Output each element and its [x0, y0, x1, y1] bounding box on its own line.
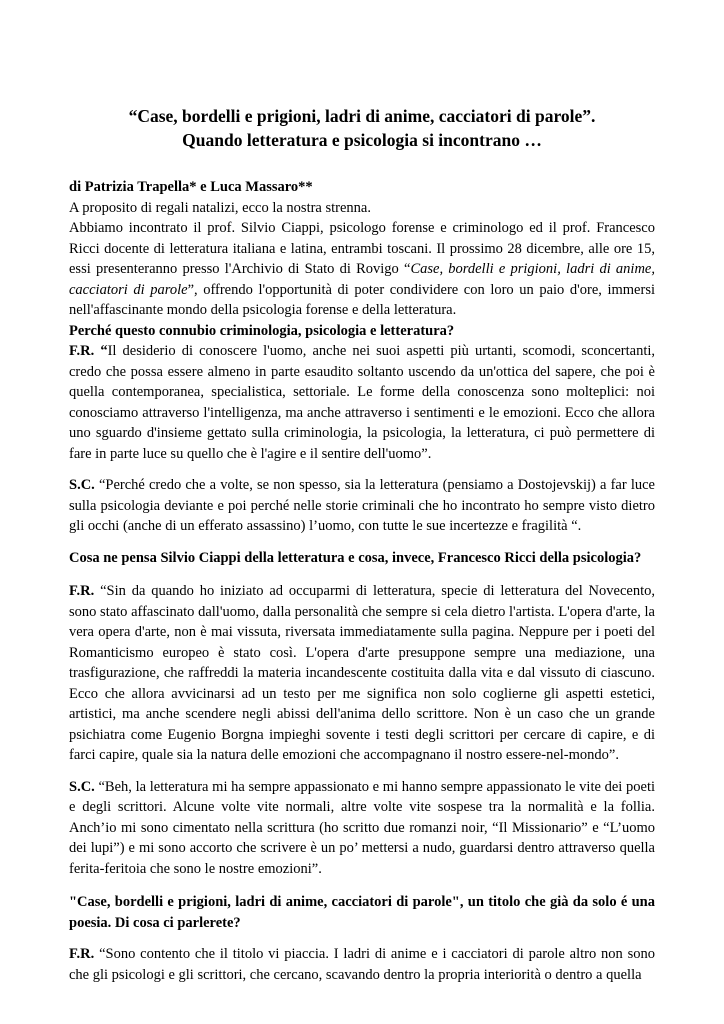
question-3: "Case, bordelli e prigioni, ladri di anime, cacciatori di parole", un titolo che già da solo é una poesia. Di cosa ci parlerete? — [69, 894, 655, 931]
intro-text-before: Abbiamo incontrato il prof. Silvio Ciappi, psicologo forense e criminologo ed il prof. Francesco Ricci docente di letteratura italiana e latina, entrambi toscani. Il prossimo 28 dicembre, alle ore 15, essi presenteranno presso l'Archivio di Stato di Rovigo “ — [69, 220, 655, 277]
speaker-label-fr: F.R. — [69, 583, 95, 599]
answer-1-fr-text: Il desiderio di conoscere l'uomo, anche nei suoi aspetti più urtanti, scomodi, sconcertanti, credo che possa essere almeno in parte esaudito soltanto uscendo da un'ottica del sapere, che poi è quella contemporanea, specialistica, settoriale. Le forme della conoscenza sono molteplici: noi conosciamo attraverso l'intelligenza, ma anche attraverso i sentimenti e le emozioni. Ecco che allora uno sguardo d'insieme gettato sulla criminologia, la psicologia, la letteratura, ci può permettere di fare in parte luce su quello che è l'agire e il sentire dell'uomo”. — [69, 343, 656, 462]
speaker-label-fr: F.R. — [69, 946, 95, 962]
answer-3-fr-text: “Sono contento che il titolo vi piaccia. I ladri di anime e i cacciatori di parole altro non sono che gli psicologi e gli scrittori, che cercano, scavando dentro la propria interiorità o dentro a quella — [69, 946, 655, 983]
answer-2-fr-text: “Sin da quando ho iniziato ad occuparmi di letteratura, specie di letteratura del Novecento, sono stato affascinato dall'uomo, dalla personalità che sempre si cela dietro l'artista. L'opera d'arte, la vera opera d'arte, non è mai vissuta, riversata immediatamente sulla pagina. Neppure per i poeti del Romanticismo europeo è stato così. L'opera d'arte presuppone sempre una mediazione, una trasfigurazione, che raffreddi la materia incandescente costituita dalla vita e dal vissuto di ciascuno. Ecco che allora avvicinarsi ad un testo per me significa non solo coglierne gli aspetti estetici, artistici, ma anche scendere negli abissi dell'anima dello scrittore. Non è un caso che un grande psichiatra come Eugenio Borgna impieghi sovente i testi degli scrittori per cercare di capire, e di farci capire, quale sia la natura delle emozioni che accompagnano il nostro essere-nel-mondo”. — [69, 583, 655, 763]
article-body — [69, 177, 655, 985]
answer-2-fr — [69, 581, 655, 766]
speaker-label-sc: S.C. — [69, 778, 95, 795]
question-2: Cosa ne pensa Silvio Ciappi della letteratura e cosa, invece, Francesco Ricci della psicologia? — [69, 549, 642, 566]
intro-text-after: ”, offrendo l'opportunità di poter condividere con loro un paio d'ore, immersi nell'affascinante mondo della psicologia forense e della letteratura. — [69, 281, 655, 318]
question-1: Perché questo connubio criminologia, psicologia e letteratura? — [69, 322, 455, 339]
speaker-label-sc: S.C. — [69, 477, 95, 493]
title-line-1: “Case, bordelli e prigioni, ladri di anime, cacciatori di parole”. — [128, 106, 596, 126]
intro-paragraph-2 — [69, 218, 655, 321]
byline: di Patrizia Trapella* e Luca Massaro** — [69, 179, 313, 195]
article-title — [60, 104, 664, 152]
answer-1-fr — [69, 341, 655, 464]
intro-paragraph-1: A proposito di regali natalizi, ecco la nostra strenna. — [69, 199, 371, 216]
answer-3-fr — [69, 944, 655, 985]
answer-2-sc-text: “Beh, la letteratura mi ha sempre appassionato e mi hanno sempre appassionato le vite dei poeti e degli scrittori. Alcune volte vite normali, altre volte vite sospese tra la normalità e la follia. Anch’io mi sono cimentato nella scrittura (ho scritto due romanzi noir, “Il Missionario” e “L’uomo dei lupi”) e mi sono accorto che scrivere è un po’ mettersi a nudo, guardarsi dentro attraverso quella ferita-feritoia che sono le nostre emozioni”. — [69, 778, 655, 877]
answer-1-sc — [69, 475, 655, 537]
book-title-italic: Case, bordelli e prigioni, ladri di anime, cacciatori di parole — [69, 261, 655, 298]
speaker-label-fr: F.R. “ — [69, 343, 108, 359]
answer-2-sc — [69, 777, 655, 880]
answer-1-sc-text: “Perché credo che a volte, se non spesso, sia la letteratura (pensiamo a Dostojevskij) a far luce sulla psicologia deviante e poi perché nelle storie criminali che ho incontrato ho sempre visto dietro gli occhi (anche di un efferato assassino) l’uomo, con tutte le sue incertezze e fragilità “. — [69, 477, 655, 534]
title-line-2: Quando letteratura e psicologia si incontrano … — [182, 130, 542, 150]
